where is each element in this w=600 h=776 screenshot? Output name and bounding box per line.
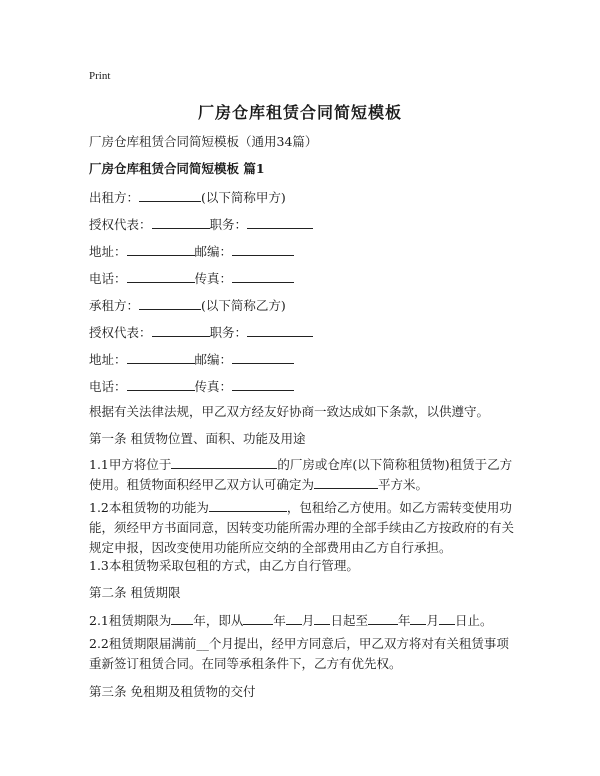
- lessor-rep-line: [89, 216, 313, 232]
- lessee-phone-blank: [127, 378, 195, 391]
- lessor-phone-blank: [127, 270, 195, 283]
- lessee-name-label: 承租方：: [89, 298, 140, 313]
- lessor-position-blank: [247, 216, 313, 229]
- area-blank: [314, 476, 378, 489]
- lessor-phone-label: 电话：: [89, 271, 127, 286]
- article2-p1-a: 2.1租赁期限为: [89, 613, 172, 628]
- end-day-blank: [439, 612, 455, 625]
- lessor-address-blank: [127, 243, 195, 256]
- lessor-position-label: 职务：: [209, 217, 248, 232]
- lessee-name-line: [89, 297, 286, 313]
- lessee-address-label: 地址：: [89, 352, 127, 367]
- article3-heading: 第三条 免租期及租赁物的交付: [89, 684, 256, 699]
- article1-p3: 1.3本租赁物采取包租的方式，由乙方自行管理。: [89, 558, 359, 573]
- term-years-blank: [171, 612, 193, 625]
- article1-p1-a: 1.1甲方将位于: [89, 457, 172, 472]
- article2-p1-g: 月: [426, 613, 439, 628]
- article1-p1-b: 的厂房或仓库(以下简称租赁物)租赁于乙方使用。租赁物面积经甲乙双方认可确定为: [89, 457, 513, 492]
- lessee-position-label: 职务：: [209, 325, 248, 340]
- end-year-blank: [368, 612, 398, 625]
- location-blank: [171, 456, 277, 469]
- document-subtitle: 厂房仓库租赁合同简短模板（通用34篇）: [89, 134, 318, 149]
- document-title: 厂房仓库租赁合同简短模板: [197, 103, 402, 122]
- lessee-fax-blank: [232, 378, 294, 391]
- end-month-blank: [410, 612, 426, 625]
- lessor-fax-blank: [232, 270, 294, 283]
- article1-p1-c: 平方米。: [378, 477, 429, 492]
- article2-heading: 第二条 租赁期限: [89, 585, 181, 600]
- function-blank: [209, 499, 287, 512]
- article1-p2-a: 1.2本租赁物的功能为: [89, 500, 209, 515]
- lessee-address-line: [89, 351, 294, 367]
- lessor-name-label: 出租方：: [89, 190, 140, 205]
- lessee-position-blank: [247, 324, 313, 337]
- lessor-name-blank: [139, 189, 201, 202]
- article2-p2: 2.2租赁期限届满前__个月提出，经甲方同意后，甲乙双方将对有关租赁事项重新签订租赁合同。在同等承租条件下，乙方有优先权。: [89, 636, 509, 671]
- lessee-address-blank: [127, 351, 195, 364]
- start-day-blank: [314, 612, 330, 625]
- lessor-address-line: [89, 243, 294, 259]
- start-month-blank: [286, 612, 302, 625]
- lessor-name-line: [89, 189, 286, 205]
- lessee-fax-label: 传真：: [194, 379, 233, 394]
- lessee-rep-line: [89, 324, 313, 340]
- article1-p2: [89, 498, 521, 558]
- lessor-rep-label: 授权代表：: [89, 217, 152, 232]
- lessee-name-blank: [139, 297, 201, 310]
- article1-p1: [89, 455, 521, 495]
- section-heading: 厂房仓库租赁合同简短模板 篇1: [89, 161, 265, 176]
- article1-p2-b: ，包租给乙方使用。如乙方需转变使用功能，须经甲方书面同意，因转变功能所需办理的全部手续由乙方按政府的有关规定申报，因改变使用功能所应交纳的全部费用由乙方自行承担。: [89, 500, 515, 555]
- start-year-blank: [243, 612, 273, 625]
- lessor-fax-label: 传真：: [194, 271, 233, 286]
- lessee-phone-label: 电话：: [89, 379, 127, 394]
- article2-p1-d: 月: [301, 613, 315, 628]
- print-link[interactable]: Print: [89, 70, 111, 82]
- lessee-rep-blank: [152, 324, 210, 337]
- lessor-postcode-blank: [232, 243, 294, 256]
- article2-p1: [89, 612, 493, 628]
- lessee-rep-label: 授权代表：: [89, 325, 152, 340]
- lessor-rep-blank: [152, 216, 210, 229]
- article2-p1-c: 年: [273, 613, 286, 628]
- lessee-postcode-blank: [232, 351, 294, 364]
- article1-heading: 第一条 租赁物位置、面积、功能及用途: [89, 431, 306, 446]
- article2-p1-e: 日起至: [330, 613, 368, 628]
- article2-p1-f: 年: [397, 613, 411, 628]
- lessee-postcode-label: 邮编：: [194, 352, 233, 367]
- lessee-phone-line: [89, 378, 294, 394]
- lessor-name-suffix: (以下简称甲方): [201, 190, 286, 205]
- article2-p1-b: 年，即从: [193, 613, 244, 628]
- intro-paragraph: 根据有关法律法规，甲乙双方经友好协商一致达成如下条款，以供遵守。: [89, 404, 490, 419]
- lessor-phone-line: [89, 270, 294, 286]
- lessor-address-label: 地址：: [89, 244, 127, 259]
- lessee-name-suffix: (以下简称乙方): [201, 298, 286, 313]
- article2-p1-h: 日止。: [454, 613, 493, 628]
- lessor-postcode-label: 邮编：: [194, 244, 233, 259]
